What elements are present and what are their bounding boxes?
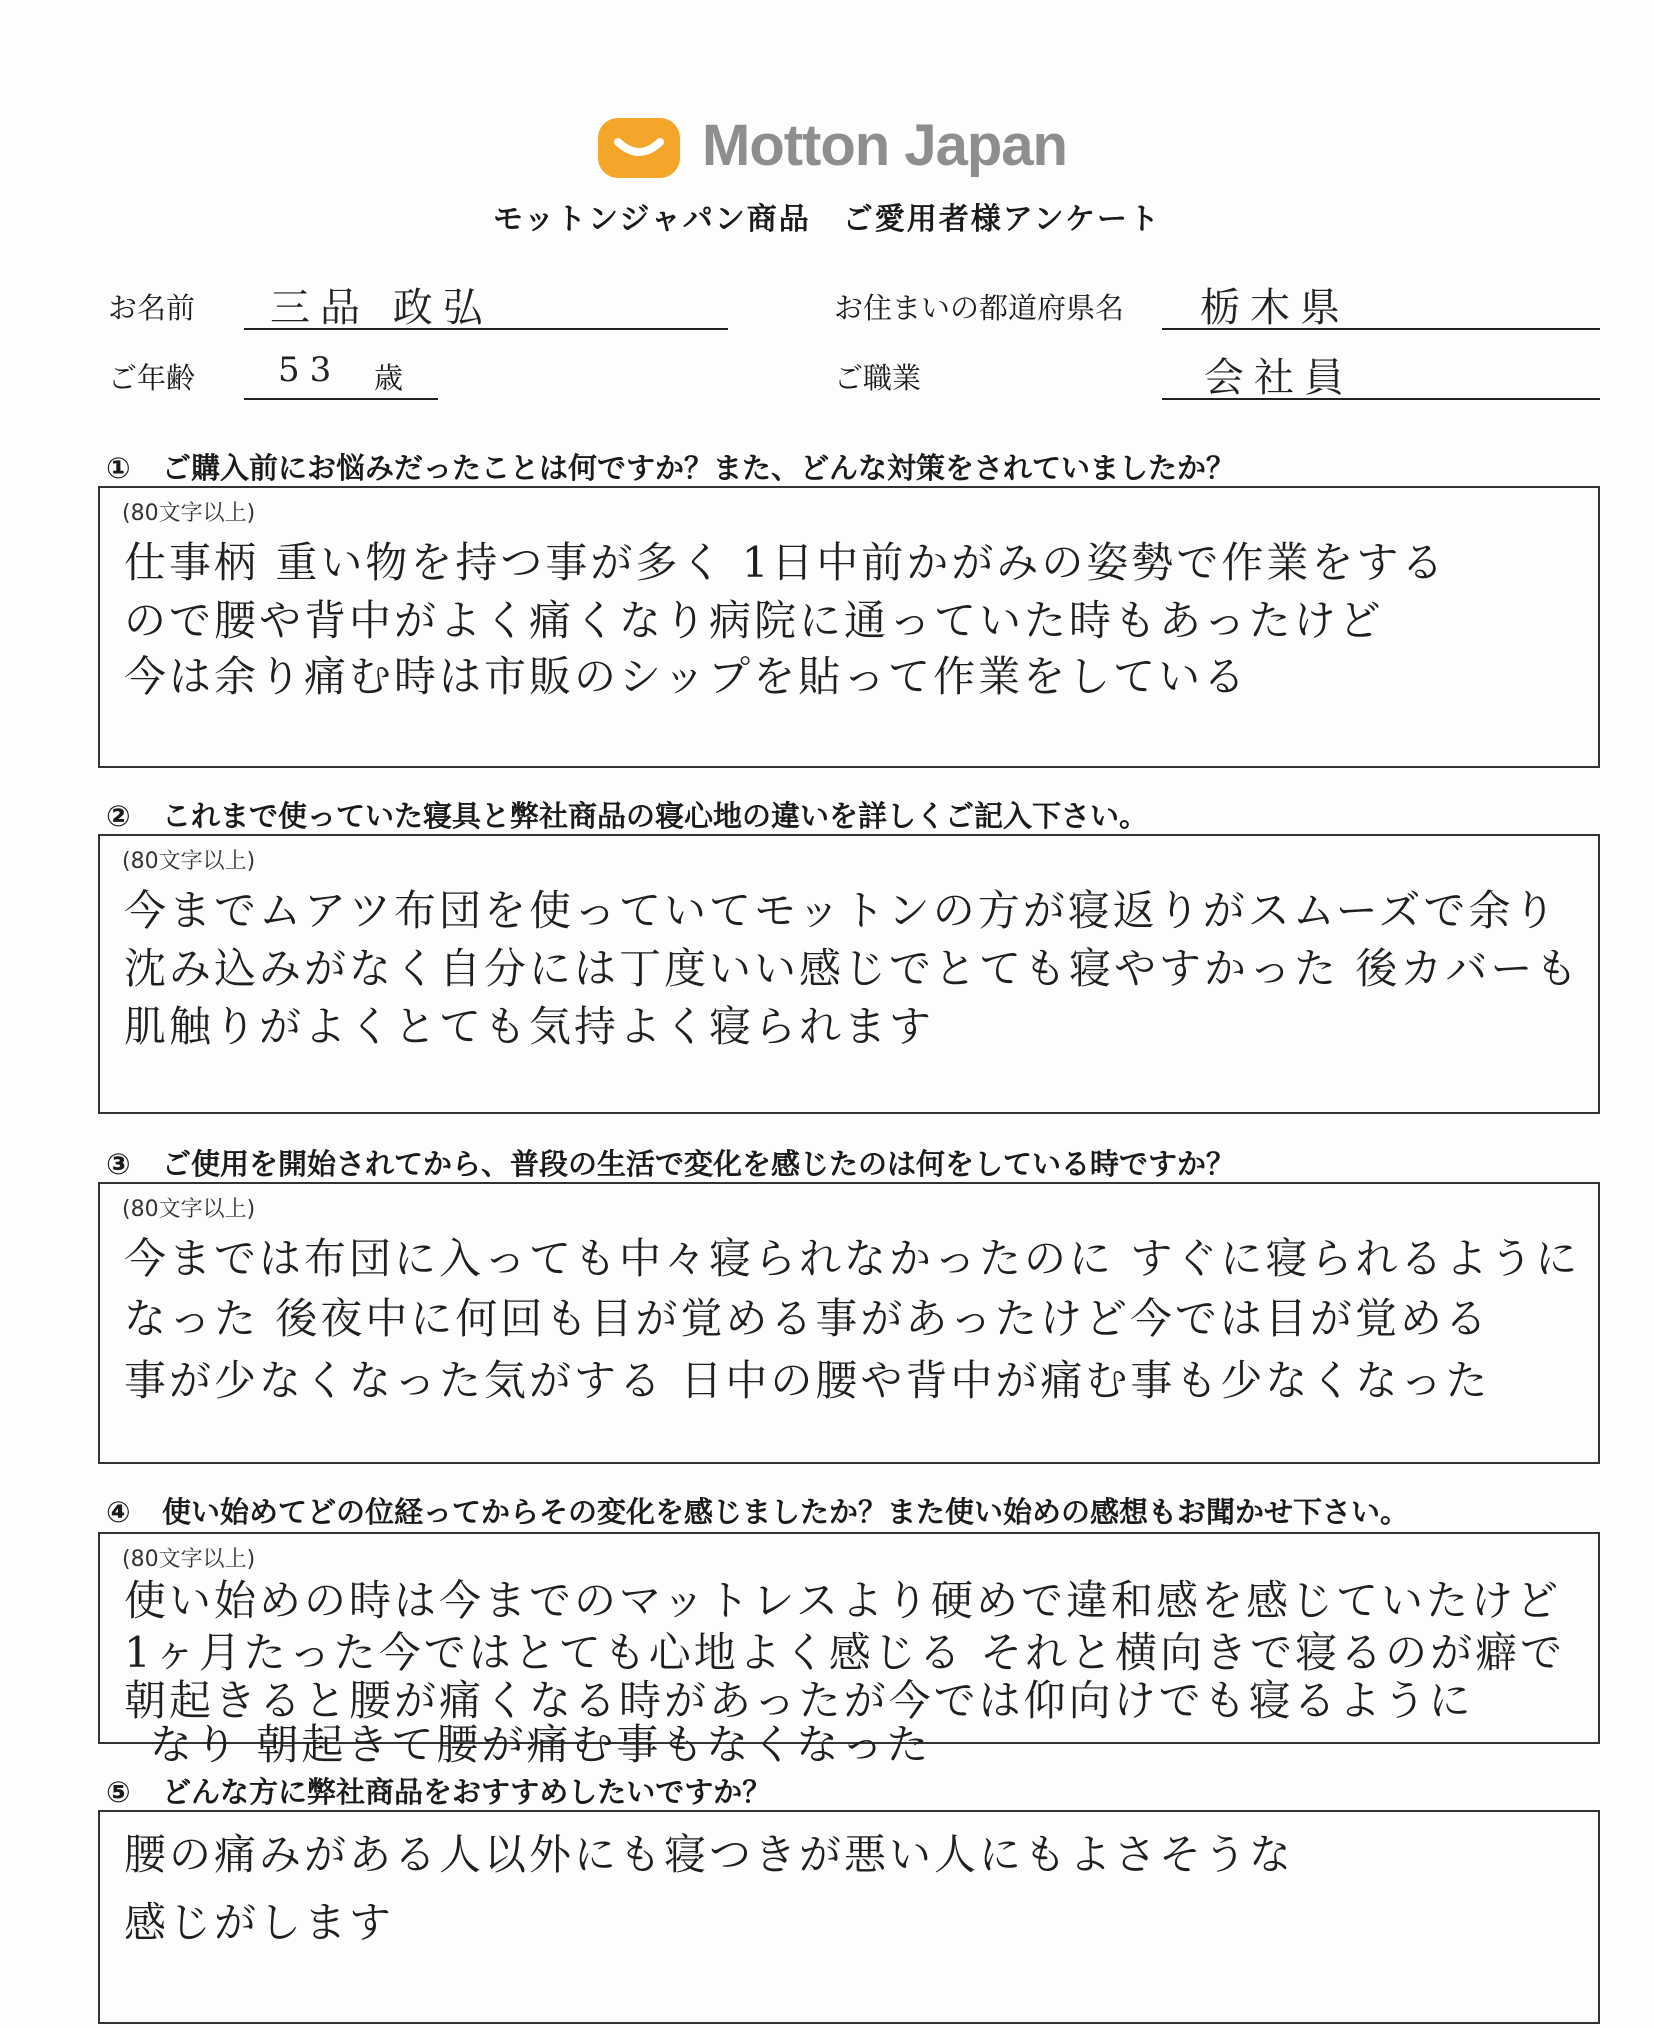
answer-1-line-3: 今は余り痛む時は市販のシップを貼って作業をしている: [124, 652, 1249, 701]
survey-title: モットンジャパン商品 ご愛用者様アンケート: [493, 202, 1161, 237]
answer-4-line-1: 使い始めの時は今までのマットレスより硬めで違和感を感じていたけど: [124, 1576, 1562, 1625]
answer-1-line-2: ので腰や背中がよく痛くなり病院に通っていた時もあったけど: [124, 596, 1384, 645]
smile-logo-icon: [596, 116, 682, 180]
answer-5-line-1: 腰の痛みがある人以外にも寝つきが悪い人にもよさそうな: [124, 1830, 1295, 1879]
answer-3-line-3: 事が少なくなった気がする 日中の腰や背中が痛む事も少なくなった: [124, 1356, 1491, 1405]
question-text: これまで使っていた寝具と弊社商品の寝心地の違いを詳しくご記入下さい。: [162, 799, 1149, 833]
brand-logo: [590, 108, 1290, 188]
answer-2-line-3: 肌触りがよくとても気持よく寝られます: [124, 1002, 935, 1051]
answer-4-line-4: なり 朝起きて腰が痛む事もなくなった: [150, 1720, 932, 1769]
answer-5-line-2: 感じがします: [124, 1898, 395, 1947]
question-5-title: [106, 1770, 771, 1811]
min-length-hint: (80文字以上): [122, 501, 256, 526]
prefecture-label: お住まいの都道府県名: [834, 291, 1125, 325]
age-underline: [244, 398, 438, 400]
question-text: 使い始めてどの位経ってからその変化を感じましたか？また使い始めの感想もお聞かせ下さい。: [162, 1495, 1410, 1529]
name-label: お名前: [108, 291, 196, 325]
occupation-underline: [1162, 398, 1600, 400]
min-length-hint: (80文字以上): [122, 1197, 256, 1222]
answer-4-line-3: 朝起きると腰が痛くなる時があったが今では仰向けでも寝るように: [124, 1676, 1474, 1725]
occupation-value: 会社員: [1204, 355, 1354, 401]
question-number: ①: [106, 451, 131, 485]
age-value: 53: [278, 350, 342, 390]
name-value: 三品 政弘: [270, 285, 493, 331]
min-length-hint: (80文字以上): [122, 1547, 256, 1572]
question-4-title: [106, 1490, 1409, 1531]
answer-3-line-2: なった 後夜中に何回も目が覚める事があったけど今では目が覚める: [124, 1294, 1490, 1343]
prefecture-underline: [1162, 328, 1600, 330]
question-number: ④: [106, 1495, 131, 1529]
question-number: ③: [106, 1147, 131, 1181]
brand-name: Motton Japan: [702, 113, 1067, 178]
question-text: ご使用を開始されてから、普段の生活で変化を感じたのは何をしている時ですか？: [162, 1147, 1236, 1181]
question-text: どんな方に弊社商品をおすすめしたいですか？: [162, 1775, 772, 1809]
answer-4-line-2: 1ヶ月たった今ではとても心地よく感じる それと横向きで寝るのが癖で: [124, 1628, 1566, 1677]
min-length-hint: (80文字以上): [122, 849, 256, 874]
question-number: ⑤: [106, 1775, 131, 1809]
question-number: ②: [106, 799, 131, 833]
answer-1-line-1: 仕事柄 重い物を持つ事が多く 1日中前かがみの姿勢で作業をする: [124, 538, 1447, 587]
answer-3-line-1: 今までは布団に入っても中々寝られなかったのに すぐに寝られるように: [124, 1234, 1581, 1283]
question-3-title: [106, 1142, 1235, 1183]
age-unit: 歳: [374, 361, 404, 395]
answer-2-line-2: 沈み込みがなく自分には丁度いい感じでとても寝やすかった 後カバーも: [124, 944, 1581, 993]
name-underline: [244, 328, 728, 330]
answer-2-line-1: 今までムアツ布団を使っていてモットンの方が寝返りがスムーズで余り: [124, 886, 1559, 935]
age-label: ご年齢: [108, 361, 196, 395]
prefecture-value: 栃木県: [1200, 285, 1350, 331]
question-text: ご購入前にお悩みだったことは何ですか？また、どんな対策をされていましたか？: [162, 451, 1236, 485]
occupation-label: ご職業: [834, 361, 922, 395]
question-1-title: [106, 446, 1235, 487]
question-2-title: [106, 794, 1148, 835]
